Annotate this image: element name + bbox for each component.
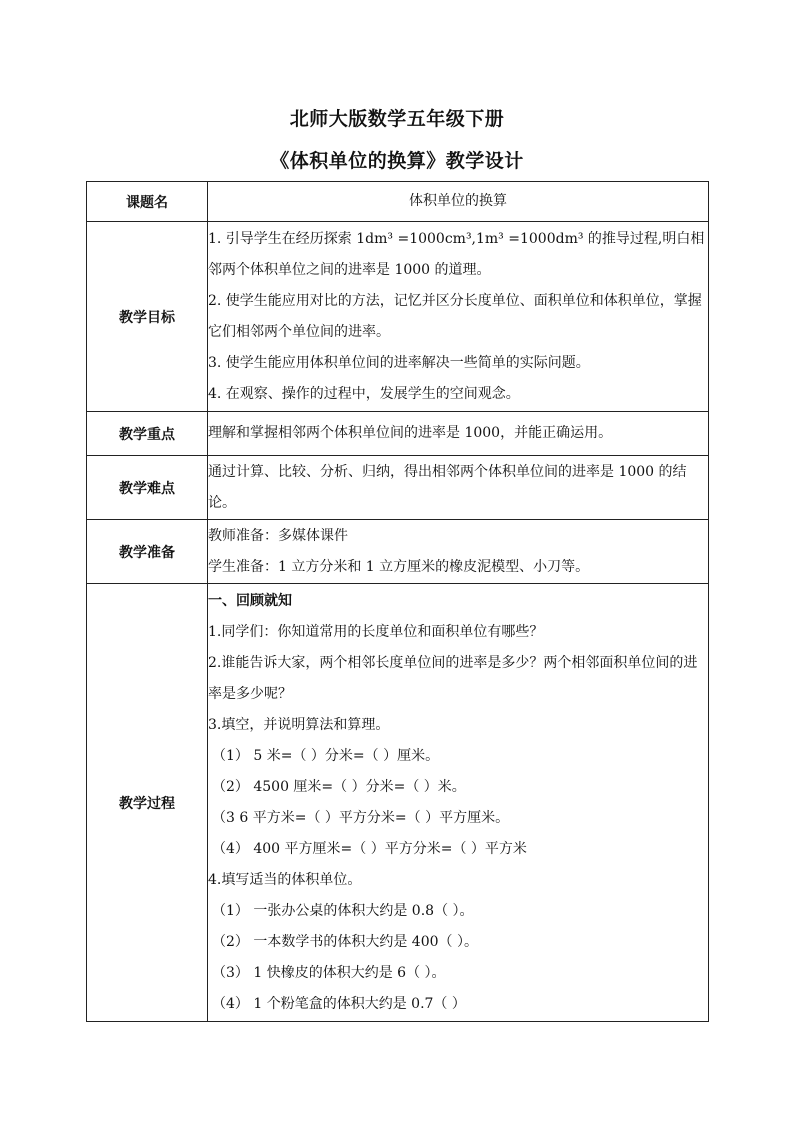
- row-label-preparation: 教学准备: [87, 520, 208, 584]
- row-label-topic: 课题名: [87, 182, 208, 222]
- topic-value: 体积单位的换算: [208, 182, 709, 222]
- objective-item: 1. 引导学生在经历探索 1dm³ =1000cm³,1m³ =1000dm³ 的推导过程,明白相邻两个体积单位之间的进率是 1000 的道理。: [208, 230, 705, 278]
- table-row-process: [87, 584, 709, 1022]
- fill-item: （4） 400 平方厘米=（ ）平方分米=（ ）平方米: [212, 840, 527, 857]
- unit-item: （4） 1 个粉笔盒的体积大约是 0.7（ ）: [212, 995, 466, 1012]
- table-row-objectives: [87, 222, 709, 412]
- document-title: 北师大版数学五年级下册: [289, 108, 505, 130]
- unit-item: （1） 一张办公桌的体积大约是 0.8（ ）。: [212, 902, 474, 919]
- process-content: [208, 584, 709, 1022]
- objective-item: 2. 使学生能应用对比的方法，记忆并区分长度单位、面积单位和体积单位，掌握它们相邻两个单位间的进率。: [208, 292, 702, 340]
- table-row-difficulties: [87, 456, 709, 520]
- preparation-content: [208, 520, 709, 584]
- table-row-preparation: [87, 520, 709, 584]
- table-row-topic: [87, 182, 709, 222]
- objective-item: 4. 在观察、操作的过程中，发展学生的空间观念。: [208, 385, 520, 402]
- question-2: 2.谁能告诉大家，两个相邻长度单位间的进率是多少？两个相邻面积单位间的进率是多少呢？: [208, 654, 698, 702]
- question-4: 4.填写适当的体积单位。: [208, 871, 362, 888]
- row-label-key-points: 教学重点: [87, 412, 208, 456]
- key-points-text: 理解和掌握相邻两个体积单位间的进率是 1000，并能正确运用。: [208, 412, 709, 456]
- objective-item: 3. 使学生能应用体积单位间的进率解决一些简单的实际问题。: [208, 354, 590, 371]
- question-3: 3.填空，并说明算法和算理。: [208, 716, 390, 733]
- unit-item: （3） 1 快橡皮的体积大约是 6（ ）。: [212, 964, 446, 981]
- question-1: 1.同学们：你知道常用的长度单位和面积单位有哪些？: [208, 623, 544, 640]
- row-label-objectives: 教学目标: [87, 222, 208, 412]
- objectives-content: [208, 222, 709, 412]
- fill-item: （1） 5 米=（ ）分米=（ ）厘米。: [212, 747, 440, 764]
- row-label-process: 教学过程: [87, 584, 208, 1022]
- student-preparation: 学生准备：1 立方分米和 1 立方厘米的橡皮泥模型、小刀等。: [208, 558, 590, 575]
- document-subtitle: 《体积单位的换算》教学设计: [270, 150, 524, 172]
- fill-item: （2） 4500 厘米=（ ）分米=（ ）米。: [212, 778, 466, 795]
- table-row-key-points: [87, 412, 709, 456]
- fill-item: （3 6 平方米=（ ）平方分米=（ ）平方厘米。: [212, 809, 510, 826]
- teacher-preparation: 教师准备：多媒体课件: [208, 527, 348, 544]
- row-label-difficulties: 教学难点: [87, 456, 208, 520]
- unit-item: （2） 一本数学书的体积大约是 400（ ）。: [212, 933, 478, 950]
- difficulties-text: 通过计算、比较、分析、归纳，得出相邻两个体积单位间的进率是 1000 的结论。: [208, 456, 709, 520]
- section-title: 一、回顾就知: [208, 592, 292, 609]
- lesson-plan-table: [86, 181, 709, 1022]
